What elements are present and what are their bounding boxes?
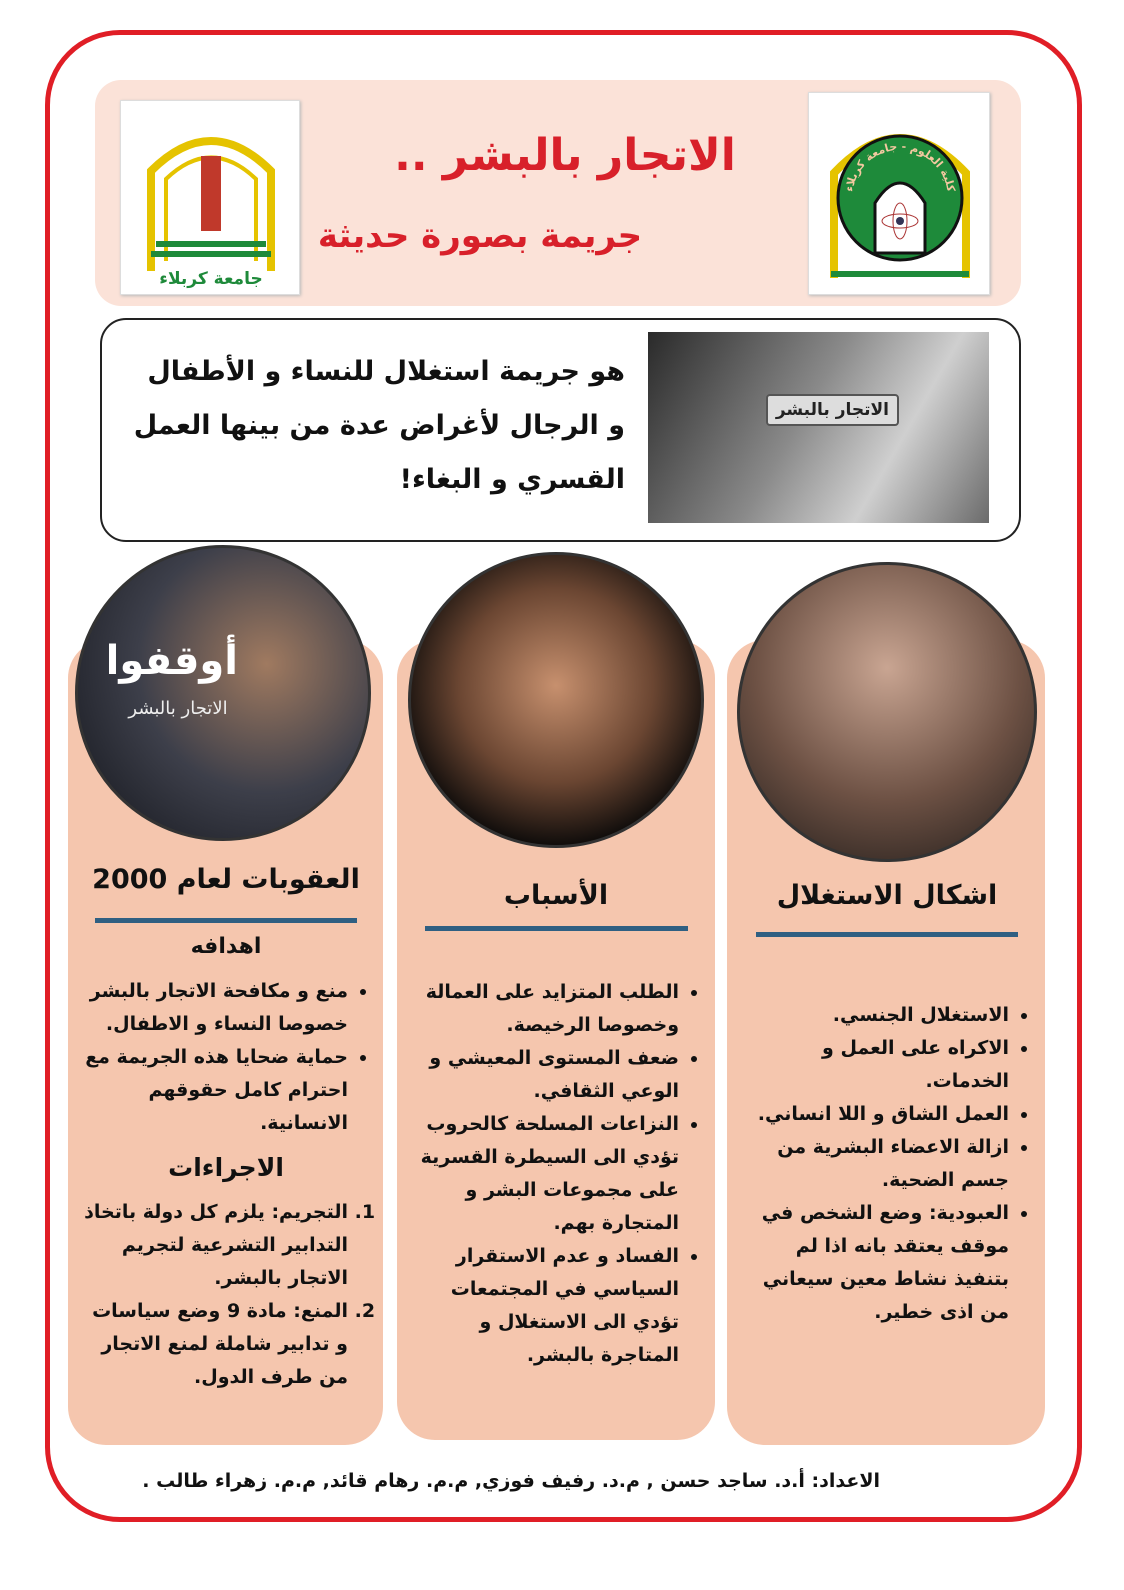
karbala-university-logo <box>120 100 300 295</box>
list-item: • الاكراه على العمل و الخدمات. <box>737 1032 1009 1098</box>
poster-subtitle: جريمة بصورة حديثة <box>317 216 643 256</box>
university-logo-icon <box>121 101 301 296</box>
goals-list <box>76 975 376 1140</box>
list-item: • الطلب المتزايد على العمالة وخصوصا الرخيصة. <box>405 976 679 1042</box>
list-item: • منع و مكافحة الاتجار بالبشر خصوصا النساء و الاطفال. <box>76 975 348 1041</box>
causes-heading: الأسباب <box>503 880 609 911</box>
list-item: • العبودية: وضع الشخص في موقف يعتقد بانه اذا لم بتنفيذ نشاط معين سيعاني من اذى خطير. <box>737 1197 1009 1329</box>
stop-trafficking-photo <box>75 545 371 841</box>
list-item: • ازالة الاعضاء البشرية من جسم الضحية. <box>737 1131 1009 1197</box>
list-item: • الفساد و عدم الاستقرار السياسي في المجتمعات تؤدي الى الاستغلال و المتاجرة بالبشر. <box>405 1240 679 1372</box>
list-item: • ضعف المستوى المعيشي و الوعي الثقافي. <box>405 1042 679 1108</box>
logo-caption: جامعة كربلاء <box>159 269 263 289</box>
procedures-heading: الاجراءات <box>168 1153 284 1182</box>
credits-footer: الاعداد: أ.د. ساجد حسن , م.د. رفيف فوزي, م.م. رهام قائد, م.م. زهراء طالب . <box>142 1470 880 1492</box>
faculty-of-science-logo <box>808 92 990 295</box>
right-logo-caption: كلية العلوم - جامعة كربلاء <box>842 139 958 193</box>
goals-heading: اهدافه <box>190 934 262 959</box>
faculty-logo-icon <box>809 93 991 296</box>
silenced-victim-photo <box>737 562 1037 862</box>
forms-heading: اشكال الاستغلال <box>776 880 998 911</box>
penalties-divider <box>95 918 357 923</box>
list-item: 2. المنع: مادة 9 وضع سياسات و تدابير شاملة لمنع الاتجار من طرف الدول. <box>76 1295 348 1394</box>
photo-label: الاتجار بالبشر <box>766 394 899 426</box>
photo-text-trafficking: الاتجار بالبشر <box>128 698 228 719</box>
penalties-heading: العقوبات لعام 2000 <box>92 864 360 895</box>
procedures-list <box>76 1196 376 1394</box>
list-item: • العمل الشاق و اللا انساني. <box>737 1098 1009 1131</box>
forms-list <box>737 999 1037 1329</box>
trafficking-photo <box>648 332 989 523</box>
list-item: • النزاعات المسلحة كالحروب تؤدي الى السيطرة القسرية على مجموعات البشر و المتجارة بهم. <box>405 1108 679 1240</box>
causes-content <box>405 878 707 1372</box>
penalties-content <box>76 862 376 1394</box>
photo-text-stop: أوقفوا <box>105 638 238 684</box>
causes-divider <box>425 926 688 931</box>
definition-text: هو جريمة استغلال للنساء و الأطفال و الرجال لأغراض عدة من بينها العمل القسري و البغاء! <box>133 356 625 495</box>
forms-content <box>737 878 1037 1329</box>
list-item: • حماية ضحايا هذه الجريمة مع احترام كامل حقوقهم الانسانية. <box>76 1041 348 1140</box>
poster-title: الاتجار بالبشر .. <box>394 130 736 181</box>
causes-list <box>405 976 707 1372</box>
bound-hands-photo <box>408 552 704 848</box>
list-item: 1. التجريم: يلزم كل دولة باتخاذ التدابير التشرعية لتجريم الاتجار بالبشر. <box>76 1196 348 1295</box>
forms-divider <box>756 932 1018 937</box>
list-item: • الاستغلال الجنسي. <box>737 999 1009 1032</box>
